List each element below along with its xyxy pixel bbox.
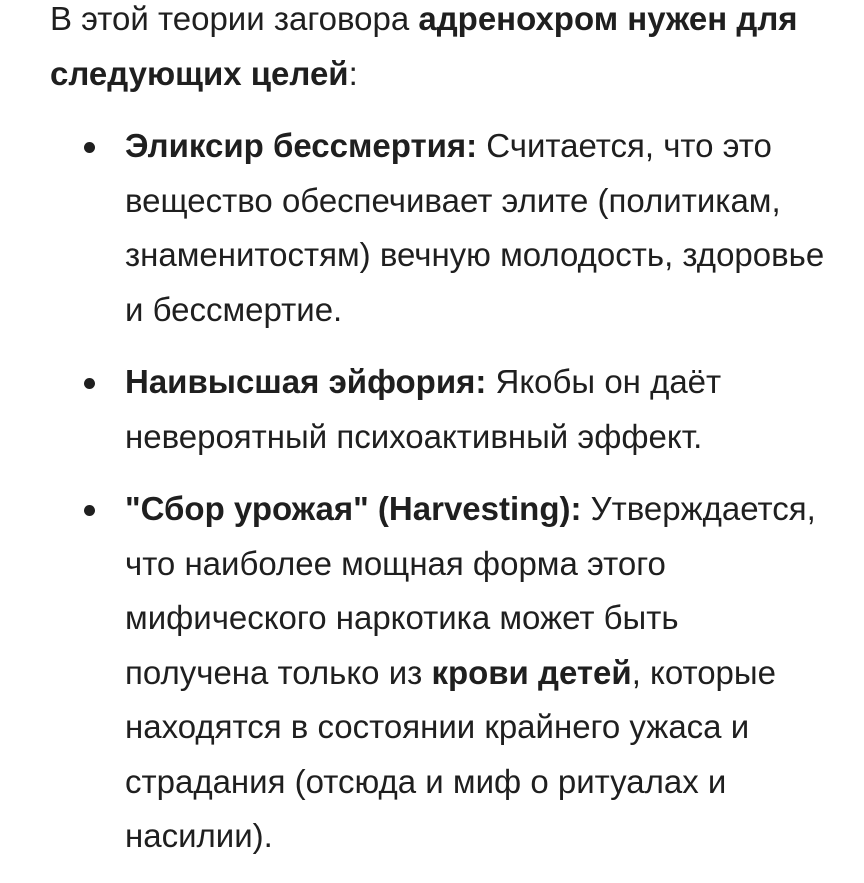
list-item-text: Утверждается, что наиболее мощная форма этого мифического наркотика может быть получена только из (125, 490, 816, 691)
purposes-list (50, 119, 830, 864)
article-content (50, 0, 830, 882)
list-item-bold-inline: крови детей (431, 653, 632, 691)
list-item-text-end: , которые находятся в состоянии крайнего ужаса и страдания (отсюда и миф о ритуалах и насилии). (125, 653, 776, 854)
intro-text: В этой теории заговора (50, 0, 419, 37)
list-item-title: Эликсир бессмертия: (125, 127, 478, 164)
list-item-title: "Сбор урожая" (Harvesting): (125, 490, 582, 527)
list-item-text: Считается, что это вещество обеспечивает элите (политикам, знаменитостям) вечную молодость, здоровье и бессмертие. (125, 127, 825, 328)
intro-paragraph (50, 0, 830, 101)
list-item-elixir (50, 119, 830, 337)
list-item-euphoria (50, 355, 830, 464)
intro-bold-text: адренохром нужен для следующих целей (50, 0, 798, 92)
intro-colon: : (348, 54, 358, 92)
bullet-icon (84, 505, 95, 516)
list-item-title: Наивысшая эйфория: (125, 363, 487, 400)
list-item-harvesting (50, 482, 830, 864)
list-item-text: Якобы он даёт невероятный психоактивный эффект. (125, 363, 722, 455)
bullet-icon (84, 142, 95, 153)
bullet-icon (84, 378, 95, 389)
